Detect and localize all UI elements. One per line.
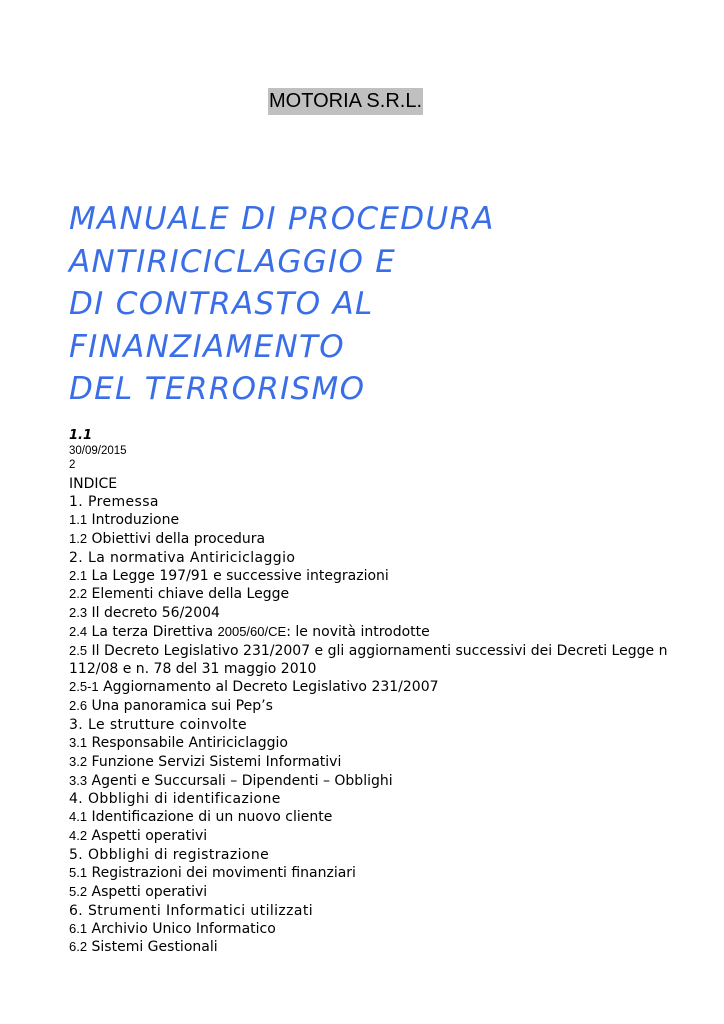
toc-item-text: Responsabile Antiriciclaggio [91, 734, 288, 751]
toc-item[interactable] [69, 920, 714, 939]
toc-item-number: 2.5-1 [69, 679, 99, 695]
toc-body [69, 493, 714, 957]
toc-item-text: La Legge 197/91 e successive integrazioni [91, 567, 389, 584]
toc-item-number: 2.1 [69, 567, 88, 583]
toc-item-number: 1.2 [69, 530, 88, 546]
toc-item-text: Registrazioni dei movimenti finanziari [91, 864, 356, 881]
toc-item-text: Il Decreto Legislativo 231/2007 e gli aggiornamenti successivi dei Decreti Legge n 112/08 e n. 78 del 31 maggio 2010 [69, 642, 668, 677]
document-date: 30/09/2015 [69, 445, 127, 457]
toc-item-number: 5.2 [69, 883, 88, 899]
toc-item-number: 6.2 [69, 939, 88, 955]
toc-item[interactable] [69, 511, 714, 530]
title-line: ANTIRICICLAGGIO E [69, 243, 397, 280]
title-line: DI CONTRASTO AL [69, 286, 374, 322]
toc-item[interactable] [69, 567, 714, 586]
toc-item-text: Aspetti operativi [91, 828, 208, 845]
document-title [69, 198, 495, 411]
toc-section-title[interactable]: 3. Le strutture coinvolte [69, 716, 248, 733]
toc-item-text: Introduzione [91, 512, 180, 528]
toc-item-text: Una panoramica sui Pep’s [91, 698, 273, 715]
title-line: MANUALE DI PROCEDURA [69, 201, 495, 237]
toc-item-number: 6.1 [69, 920, 88, 936]
toc-section-title[interactable]: 2. La normativa Antiriciclaggio [69, 549, 296, 566]
toc-item-text: Obiettivi della procedura [91, 530, 266, 547]
toc-item-number: 2.4 [69, 623, 88, 639]
toc-item-text: Sistemi Gestionali [91, 939, 218, 956]
toc-item-text: : le novità introdotte [286, 623, 430, 640]
page-number: 2 [69, 459, 76, 471]
toc-item-number: 4.1 [69, 809, 88, 825]
company-name: MOTORIA S.R.L. [268, 88, 423, 115]
toc-item-number: 3.2 [69, 753, 88, 769]
version-number: 1.1 [69, 428, 93, 443]
toc-item-text: Aggiornamento al Decreto Legislativo 231/2007 [103, 679, 439, 696]
toc-item-text: Aspetti operativi [91, 883, 208, 900]
index-heading: INDICE [69, 476, 118, 492]
toc-item[interactable] [69, 585, 714, 604]
toc-item-directive: 2005/60/CE [217, 623, 287, 639]
toc-item[interactable] [69, 938, 714, 957]
document-meta [69, 428, 127, 472]
toc-item-text: Il decreto 56/2004 [91, 605, 220, 622]
toc-item[interactable] [69, 827, 714, 846]
toc-item-number: 2.2 [69, 586, 88, 602]
toc-section-title[interactable]: 5. Obblighi di registrazione [69, 846, 270, 863]
toc-item[interactable] [69, 530, 714, 549]
table-of-contents [69, 475, 714, 957]
toc-item[interactable] [69, 642, 714, 679]
toc-item[interactable] [69, 808, 714, 827]
toc-item[interactable] [69, 623, 714, 642]
toc-item[interactable] [69, 772, 714, 791]
toc-section-title[interactable]: 1. Premessa [69, 494, 159, 510]
toc-item[interactable] [69, 883, 714, 902]
toc-item-number: 2.5 [69, 642, 88, 658]
toc-item-text: La terza Direttiva [91, 623, 214, 640]
toc-item-number: 3.1 [69, 734, 88, 750]
toc-item-number: 2.6 [69, 698, 88, 714]
toc-item[interactable] [69, 734, 714, 753]
title-line: DEL TERRORISMO [69, 371, 366, 407]
toc-item-text: Agenti e Succursali – Dipendenti – Obblighi [91, 772, 393, 789]
toc-item-number: 4.2 [69, 828, 88, 844]
title-line: FINANZIAMENTO [69, 328, 345, 365]
toc-item[interactable] [69, 678, 714, 697]
toc-item-number: 5.1 [69, 864, 88, 880]
toc-section-title[interactable]: 6. Strumenti Informatici utilizzati [69, 902, 314, 919]
toc-item-number: 2.3 [69, 605, 88, 621]
toc-item[interactable] [69, 753, 714, 772]
toc-item-text: Archivio Unico Informatico [91, 920, 276, 937]
toc-item-text: Funzione Servizi Sistemi Informativi [91, 753, 342, 770]
toc-item[interactable] [69, 864, 714, 883]
toc-item[interactable] [69, 604, 714, 623]
toc-item[interactable] [69, 697, 714, 716]
toc-item-text: Identificazione di un nuovo cliente [91, 809, 333, 826]
toc-item-number: 1.1 [69, 512, 88, 527]
toc-item-number: 3.3 [69, 772, 88, 788]
toc-section-title[interactable]: 4. Obblighi di identificazione [69, 791, 281, 808]
toc-item-text: Elementi chiave della Legge [91, 586, 290, 603]
